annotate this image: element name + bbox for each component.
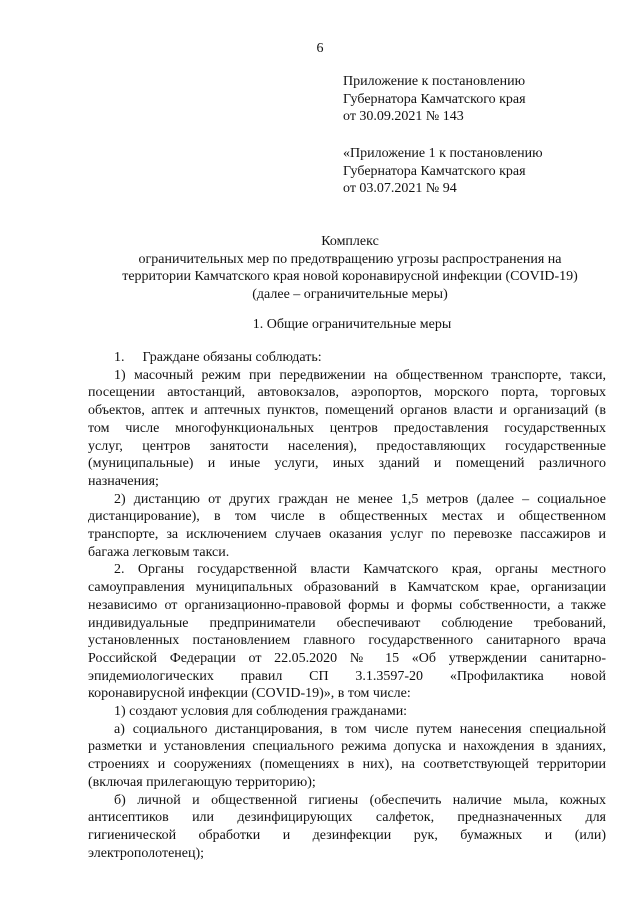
paragraph-line: (муниципальные) и иные услуги, иных зданий и помещений различного xyxy=(88,456,606,472)
paragraph-line: индивидуальные предприниматели обеспечивают соблюдение требований, xyxy=(88,615,606,631)
page-number: 6 xyxy=(316,41,324,56)
item-number: 1. xyxy=(114,350,125,365)
paragraph-line: антисептиков или дезинфицирующих салфеток, предназначенных для xyxy=(88,810,606,826)
paragraph-line: дистанцирование), в том числе в общественных местах и общественном xyxy=(88,509,606,525)
paragraph-line: эпидемиологических правил СП 3.1.3597-20 «Профилактика новой xyxy=(88,668,606,684)
document-body xyxy=(88,349,606,862)
appendix-line: Губернатора Камчатского края xyxy=(343,91,526,107)
title-line: ограничительных мер по предотвращению угрозы распространения на xyxy=(138,251,562,267)
paragraph-line: разметки и установления специального режима допуска и нахождения в зданиях, xyxy=(88,739,606,755)
paragraph-line: (включая прилегающую территорию); xyxy=(88,774,316,790)
paragraph-line: б) личной и общественной гигиены (обеспечить наличие мыла, кожных xyxy=(114,792,606,808)
paragraph-line: посещении автостанций, автовокзалов, аэропортов, морского порта, торговых xyxy=(88,385,606,401)
paragraph-line: том числе многофункциональных центров предоставления государственных xyxy=(88,420,606,436)
paragraph-item-1 xyxy=(88,349,606,367)
paragraph-line: гигиенической обработки и дезинфекции рук, бумажных и (или) xyxy=(88,827,606,843)
appendix-line: от 03.07.2021 № 94 xyxy=(343,181,457,196)
paragraph-line: услуг, центров занятости населения), предоставляющих государственные xyxy=(88,438,606,454)
paragraph-line: 2) дистанцию от других граждан не менее 1,5 метров (далее – социальное xyxy=(114,491,606,507)
item-text: Граждане обязаны соблюдать: xyxy=(142,350,322,365)
title-line: (далее – ограничительные меры) xyxy=(252,286,448,302)
paragraph-line: транспорте, за исключением случаев оказания услуг по перевозке пассажиров и xyxy=(88,527,606,543)
paragraph-line: 1) масочный режим при передвижении на общественном транспорте, такси, xyxy=(114,367,606,383)
paragraph-line: назначения; xyxy=(88,473,159,489)
paragraph-line: независимо от организационно-правовой формы и формы собственности, а также xyxy=(88,597,606,613)
paragraph-line: коронавирусной инфекции (COVID-19)», в том числе: xyxy=(88,686,411,702)
paragraph-line: установленных постановлением главного государственного санитарного врача xyxy=(88,633,606,649)
title-line: территории Камчатского края новой коронавирусной инфекции (COVID-19) xyxy=(122,269,578,284)
paragraph-line: самоуправления муниципальных образований в Камчатском крае, организации xyxy=(88,580,606,596)
paragraph-line: 2. Органы государственной власти Камчатского края, органы местного xyxy=(114,562,606,578)
paragraph-line: строениях и сооружениях (помещениях в них), на соответствующей территории xyxy=(88,757,606,773)
appendix-header-previous xyxy=(343,145,623,198)
document-title xyxy=(80,233,620,303)
paragraph-line: а) социального дистанцирования, в том числе путем нанесения специальной xyxy=(114,721,606,737)
appendix-line: от 30.09.2021 № 143 xyxy=(343,109,464,124)
paragraph-line: объектов, аптек и аптечных пунктов, помещений органов власти и организаций (в xyxy=(88,403,606,419)
paragraph-line: электрополотенец); xyxy=(88,845,205,861)
appendix-line: «Приложение 1 к постановлению xyxy=(343,146,543,161)
title-line: Комплекс xyxy=(321,234,379,249)
paragraph-line: Российской Федерации от 22.05.2020 № 15 «Об утверждении санитарно- xyxy=(88,650,606,666)
appendix-line: Приложение к постановлению xyxy=(343,74,526,89)
appendix-header-current xyxy=(343,73,623,126)
appendix-line: Губернатора Камчатского края xyxy=(343,163,526,179)
paragraph-line: 1) создают условия для соблюдения гражданами: xyxy=(114,704,408,720)
section-title: 1. Общие ограничительные меры xyxy=(252,317,452,332)
paragraph-line: багажа легковым такси. xyxy=(88,544,230,560)
